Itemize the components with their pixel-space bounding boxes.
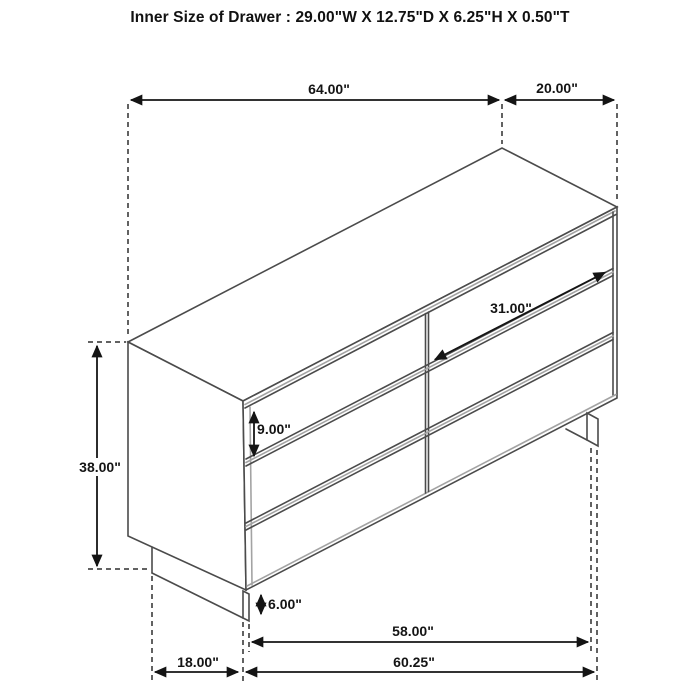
dim-label-overall-depth: 20.00" <box>536 80 578 96</box>
page-title: Inner Size of Drawer : 29.00"W X 12.75"D X 6.25"H X 0.50"T <box>130 9 570 26</box>
dresser-body <box>128 148 617 590</box>
dim-label-leg-height: 6.00" <box>268 596 302 612</box>
dim-label-overall-height: 38.00" <box>76 458 124 476</box>
dim-label-overall-width: 64.00" <box>308 81 350 97</box>
dim-label-base-inner: 58.00" <box>392 623 434 639</box>
dim-label-base-depth: 18.00" <box>177 654 219 670</box>
dim-label-drawer-height: 9.00" <box>257 421 291 437</box>
dim-label-drawer-width: 31.00" <box>490 300 532 316</box>
dim-label-base-outer: 60.25" <box>393 654 435 670</box>
